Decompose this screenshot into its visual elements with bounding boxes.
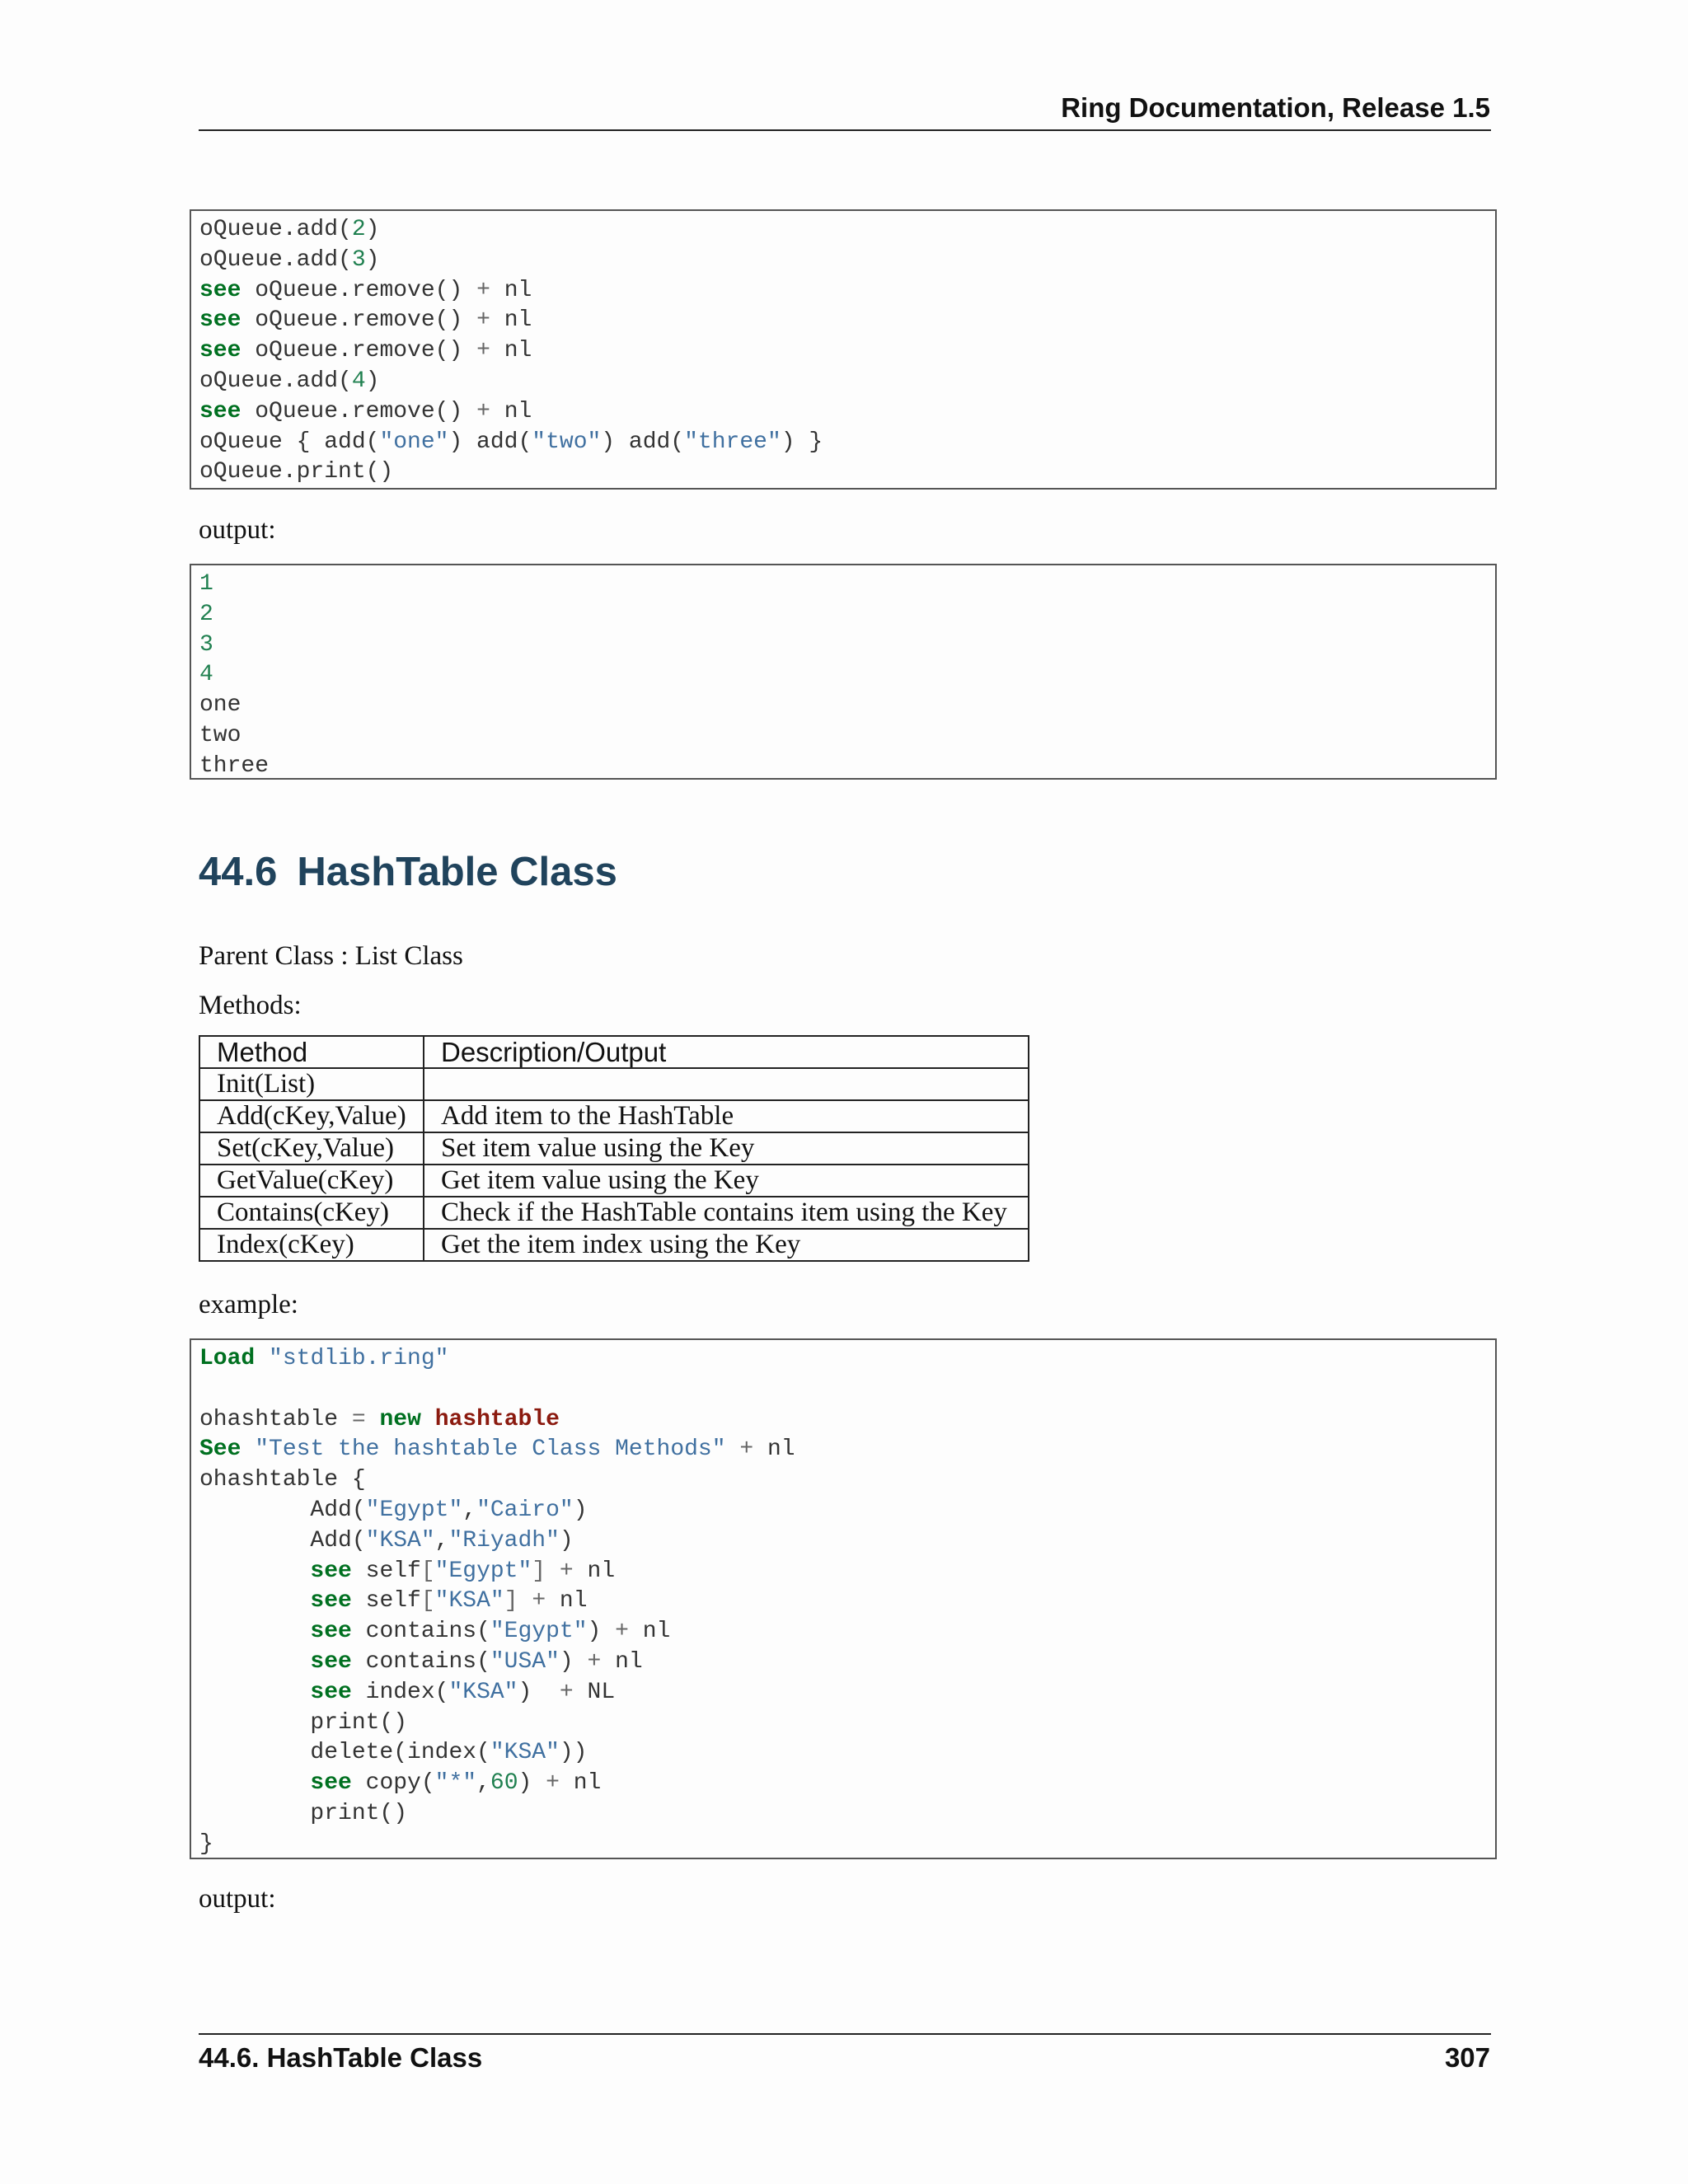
table-header-method: Method xyxy=(199,1036,424,1068)
code-line: oQueue.add(4) xyxy=(199,368,380,394)
table-cell-method: GetValue(cKey) xyxy=(199,1165,424,1197)
table-cell-description: Get item value using the Key xyxy=(424,1165,1029,1197)
table-cell-method: Add(cKey,Value) xyxy=(199,1100,424,1132)
code-line: ohashtable { xyxy=(199,1467,366,1493)
code-line: see contains("Egypt") + nl xyxy=(310,1619,671,1645)
table-header-row xyxy=(199,1036,1029,1068)
code-line: see index("KSA") + NL xyxy=(310,1679,616,1705)
code-line: see self["KSA"] + nl xyxy=(310,1588,588,1615)
code-line: oQueue.add(2) xyxy=(199,217,380,242)
table-row xyxy=(199,1100,1029,1132)
code-line: Add("KSA","Riyadh") xyxy=(199,1527,574,1554)
table-cell-method: Contains(cKey) xyxy=(199,1197,424,1229)
example-label: example: xyxy=(199,1290,298,1319)
table-row xyxy=(199,1229,1029,1261)
section-title: HashTable Class xyxy=(297,850,617,894)
code-line: oQueue { add("one") add("two") add("three") } xyxy=(199,429,823,455)
code-line: Add("Egypt","Cairo") xyxy=(199,1497,588,1523)
output-line: 4 xyxy=(199,662,213,688)
output-line: two xyxy=(199,722,241,748)
section-heading xyxy=(199,849,617,895)
table-cell-method: Init(List) xyxy=(199,1068,424,1100)
footer-page-number: 307 xyxy=(1444,2042,1490,2073)
code-block-queue xyxy=(190,209,1497,490)
methods-label: Methods: xyxy=(199,991,302,1020)
code-line: print() xyxy=(199,1709,408,1736)
code-line: see oQueue.remove() + nl xyxy=(199,398,532,424)
code-line: } xyxy=(199,1830,213,1857)
code-line: see oQueue.remove() + nl xyxy=(199,307,532,334)
table-row xyxy=(199,1165,1029,1197)
output-line: 2 xyxy=(199,601,213,627)
table-cell-method: Index(cKey) xyxy=(199,1229,424,1261)
output-block-queue xyxy=(190,564,1497,780)
code-line: delete(index("KSA")) xyxy=(199,1740,588,1766)
output-line: three xyxy=(199,752,270,779)
table-cell-description: Set item value using the Key xyxy=(424,1132,1029,1165)
table-cell-description: Get the item index using the Key xyxy=(424,1229,1029,1261)
code-line: oQueue.print() xyxy=(199,459,394,485)
section-number: 44.6 xyxy=(199,850,278,894)
parent-class-text: Parent Class : List Class xyxy=(199,941,463,971)
table-row xyxy=(199,1068,1029,1100)
code-line: see self["Egypt"] + nl xyxy=(310,1558,616,1584)
methods-table xyxy=(199,1035,1029,1262)
code-line: See "Test the hashtable Class Methods" + nl xyxy=(199,1436,795,1463)
table-cell-description: Add item to the HashTable xyxy=(424,1100,1029,1132)
table-row xyxy=(199,1197,1029,1229)
code-line: Load "stdlib.ring" xyxy=(199,1346,449,1371)
footer-section-title: 44.6. HashTable Class xyxy=(199,2042,483,2073)
output-line: 3 xyxy=(199,631,213,658)
code-line: see contains("USA") + nl xyxy=(310,1648,643,1675)
table-cell-description xyxy=(424,1068,1029,1100)
table-cell-method: Set(cKey,Value) xyxy=(199,1132,424,1165)
code-line xyxy=(199,1375,1495,1405)
table-header-description: Description/Output xyxy=(424,1036,1029,1068)
output-label: output: xyxy=(199,1884,276,1914)
header-rule xyxy=(199,129,1491,131)
output-label: output: xyxy=(199,515,276,545)
table-row xyxy=(199,1132,1029,1165)
output-line: one xyxy=(199,692,241,719)
running-header-title: Ring Documentation, Release 1.5 xyxy=(1061,92,1490,123)
footer-rule xyxy=(199,2033,1491,2035)
table-cell-description: Check if the HashTable contains item using the Key xyxy=(424,1197,1029,1229)
code-line: print() xyxy=(199,1800,408,1826)
code-line: see oQueue.remove() + nl xyxy=(199,277,532,303)
code-line: see oQueue.remove() + nl xyxy=(199,338,532,364)
code-line: ohashtable = new hashtable xyxy=(199,1406,560,1432)
code-line: oQueue.add(3) xyxy=(199,246,380,273)
code-line: see copy("*",60) + nl xyxy=(310,1770,602,1797)
output-line: 1 xyxy=(199,571,213,597)
code-block-hashtable xyxy=(190,1338,1497,1859)
